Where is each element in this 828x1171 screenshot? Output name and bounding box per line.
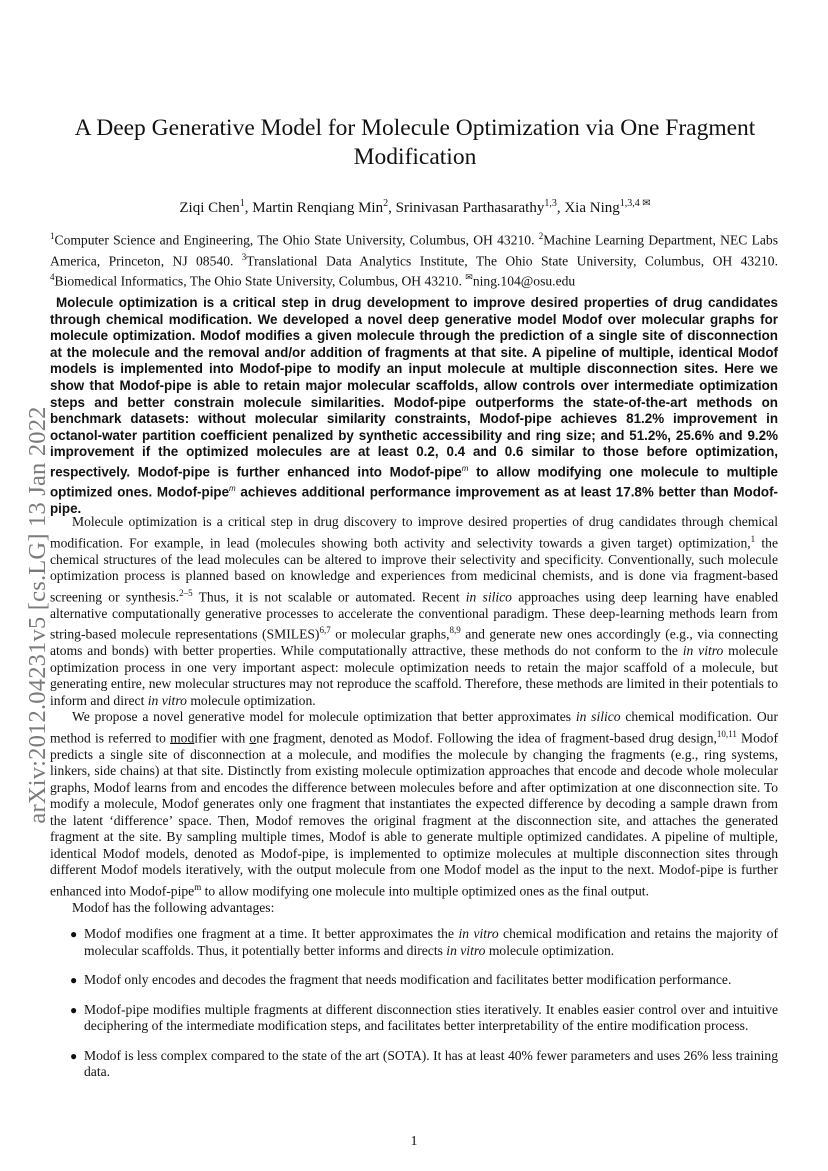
paragraph-introduction: Molecule optimization is a critical step in drug discovery to improve desired properties of drug candidates through chemical modification. For example, in lead (molecules showing both activity and selectivity towards a given target) optimization,$^1$ the chemical structures of the lead molecules can be altered to improve their selectivity and specificity. Conventionally, such molecule optimization process is planned based on knowledge and experiences from medicinal chemists, and is done via fragment-based screening or synthesis.$^{2-5}$ Thus, it is not scalable or automated. Recent in silico approaches using deep learning have enabled alternative computationally generative processes to accelerate the conventional paradigm. These deep-learning methods learn from string-based molecule representations (SMILES)$^{6,7}$ or molecular graphs,$^{8,9}$ and generate new ones accordingly (e.g., via connecting atoms and bonds) with better properties. While computationally attractive, these methods do not conform to the in vitro molecule optimization process in one very important aspect: molecule optimization needs to retain the major scaffold of a molecule, but generating entire, new molecular structures may not reproduce the scaffold. Therefore, these methods are limited in their potentials to inform and direct in vitro molecule optimization. [50,514,779,708]
bullet-icon: ● [70,1048,78,1063]
list-item: ● Modof modifies one fragment at a time. It better approximates the in vitro chemical modification and retains the majority of molecular scaffolds. Thus, it potentially better informs and directs in vitro molecule optimization. [70,926,778,958]
author-affiliation-mark: 2 [383,198,389,209]
list-item: ● Modof-pipe modifies multiple fragments at different disconnection sties iteratively. It enables easier control over and intuitive deciphering of the intermediate modification steps, and facilitates better interpretability of the entire modification process. [70,1001,778,1034]
bullet-icon: ● [70,1002,78,1017]
corresponding-email[interactable]: ning.104@osu.edu [472,273,576,289]
bullet-icon: ● [70,973,78,988]
email-icon: ✉ [465,272,473,283]
citation[interactable]: 8,9 [449,625,461,636]
citation[interactable]: 6,7 [319,625,331,636]
author-affiliation-mark: 1,3 [544,198,557,209]
author-name: Xia Ning [564,200,620,216]
list-item: ● Modof is less complex compared to the state of the art (SOTA). It has at least 40% fewer parameters and uses 26% less training data. [70,1047,778,1080]
paragraph-advantages-intro: Modof has the following advantages: [72,899,275,915]
author-name: Ziqi Chen [179,200,240,216]
citation[interactable]: 1 [750,533,756,544]
arxiv-stamp-text: arXiv:2012.04231v5 [cs.LG] 13 Jan 2022 [24,406,51,824]
advantages-list [50,926,778,1081]
author-name: Srinivasan Parthasarathy [395,200,545,216]
list-item: ● Modof only encodes and decodes the fragment that needs modification and facilitates better modification performance. [70,972,732,988]
bullet-icon: ● [70,927,78,942]
citation[interactable]: 2–5 [179,587,193,598]
body-text [50,514,778,1094]
author-affiliation-mark: 1,3,4 ✉ [619,198,651,209]
page-number: 1 [410,1134,418,1149]
author-list: Ziqi Chen$^1$, Martin Renqiang Min$^2$, Srinivasan Parthasarathy$^{1,3}$, Xia Ning$^{1,3,4 ✉}$ [179,198,651,216]
paragraph-proposal: We propose a novel generative model for molecule optimization that better approximates in silico chemical modification. Our method is referred to modifier with one fragment, denoted as Modof. Following the idea of fragment-based drug design,$^{10,11}$ Modof predicts a single site of disconnection at a molecule, and modifies the molecule by changing the fragments (e.g., ring systems, linkers, side chains) at that site. Distinctly from existing molecule optimization approaches that encode and decode whole molecular graphs, Modof learns from and encodes the difference between molecules before and after optimization at one disconnection site. To modify a molecule, Modof generates only one fragment that instantiates the expected difference by decoding a sample drawn from the latent ‘difference’ space. Then, Modof removes the original fragment at the disconnection site, and attaches the generated fragment at the site. By sampling multiple times, Modof is able to generate multiple optimized candidates. A pipeline of multiple, identical Modof models, denoted as Modof-pipe, is implemented to optimize molecules at multiple disconnection sites through different Modof models iteratively, with the output molecule from one Modof model as the input to the next. Modof-pipe is further enhanced into Modof-pipe$^m$ to allow modifying one molecule into multiple optimized ones as the final output. [50,709,778,899]
abstract: Molecule optimization is a critical step in drug development to improve desired properties of drug candidates through chemical modification. We developed a novel deep generative model Modof over molecular graphs for molecule optimization. Modof modifies a given molecule through the prediction of a single site of disconnection at the molecule and the removal and/or addition of fragments at that site. A pipeline of multiple, identical Modof models is implemented into Modof-pipe to modify an input molecule at multiple disconnection sites. Here we show that Modof-pipe is able to retain major molecular scaffolds, allow controls over intermediate optimization steps and better constrain molecule similarities. Modof-pipe outperforms the state-of-the-art methods on benchmark datasets: without molecular similarity constraints, Modof-pipe achieves 81.2% improvement in octanol-water partition coefficient penalized by synthetic accessibility and ring size; and 51.2%, 25.6% and 9.2% improvement if the optimized molecules are at least 0.2, 0.4 and 0.6 similar to those before optimization, respectively. Modof-pipe is further enhanced into Modof-pipe$^m$ to allow modifying one molecule to multiple optimized ones. Modof-pipe$^m$ achieves additional performance improvement as at least 17.8% better than Modof-pipe. [50,295,779,517]
citation[interactable]: 10,11 [716,728,737,739]
author-affiliation-mark: 1 [239,198,245,209]
author-name: Martin Renqiang Min [252,200,384,216]
affiliations: $^1$Computer Science and Engineering, The Ohio State University, Columbus, OH 43210. $^2$Machine Learning Department, NEC Labs America, Princeton, NJ 08540. $^3$Translational Data Analytics Institute, The Ohio State University, Columbus, OH 43210. $^4$Biomedical Informatics, The Ohio State University, Columbus, OH 43210. ✉ning.104@osu.edu [50,231,778,289]
paper-title: A Deep Generative Model for Molecule Optimization via One Fragment Modification [74,115,756,170]
